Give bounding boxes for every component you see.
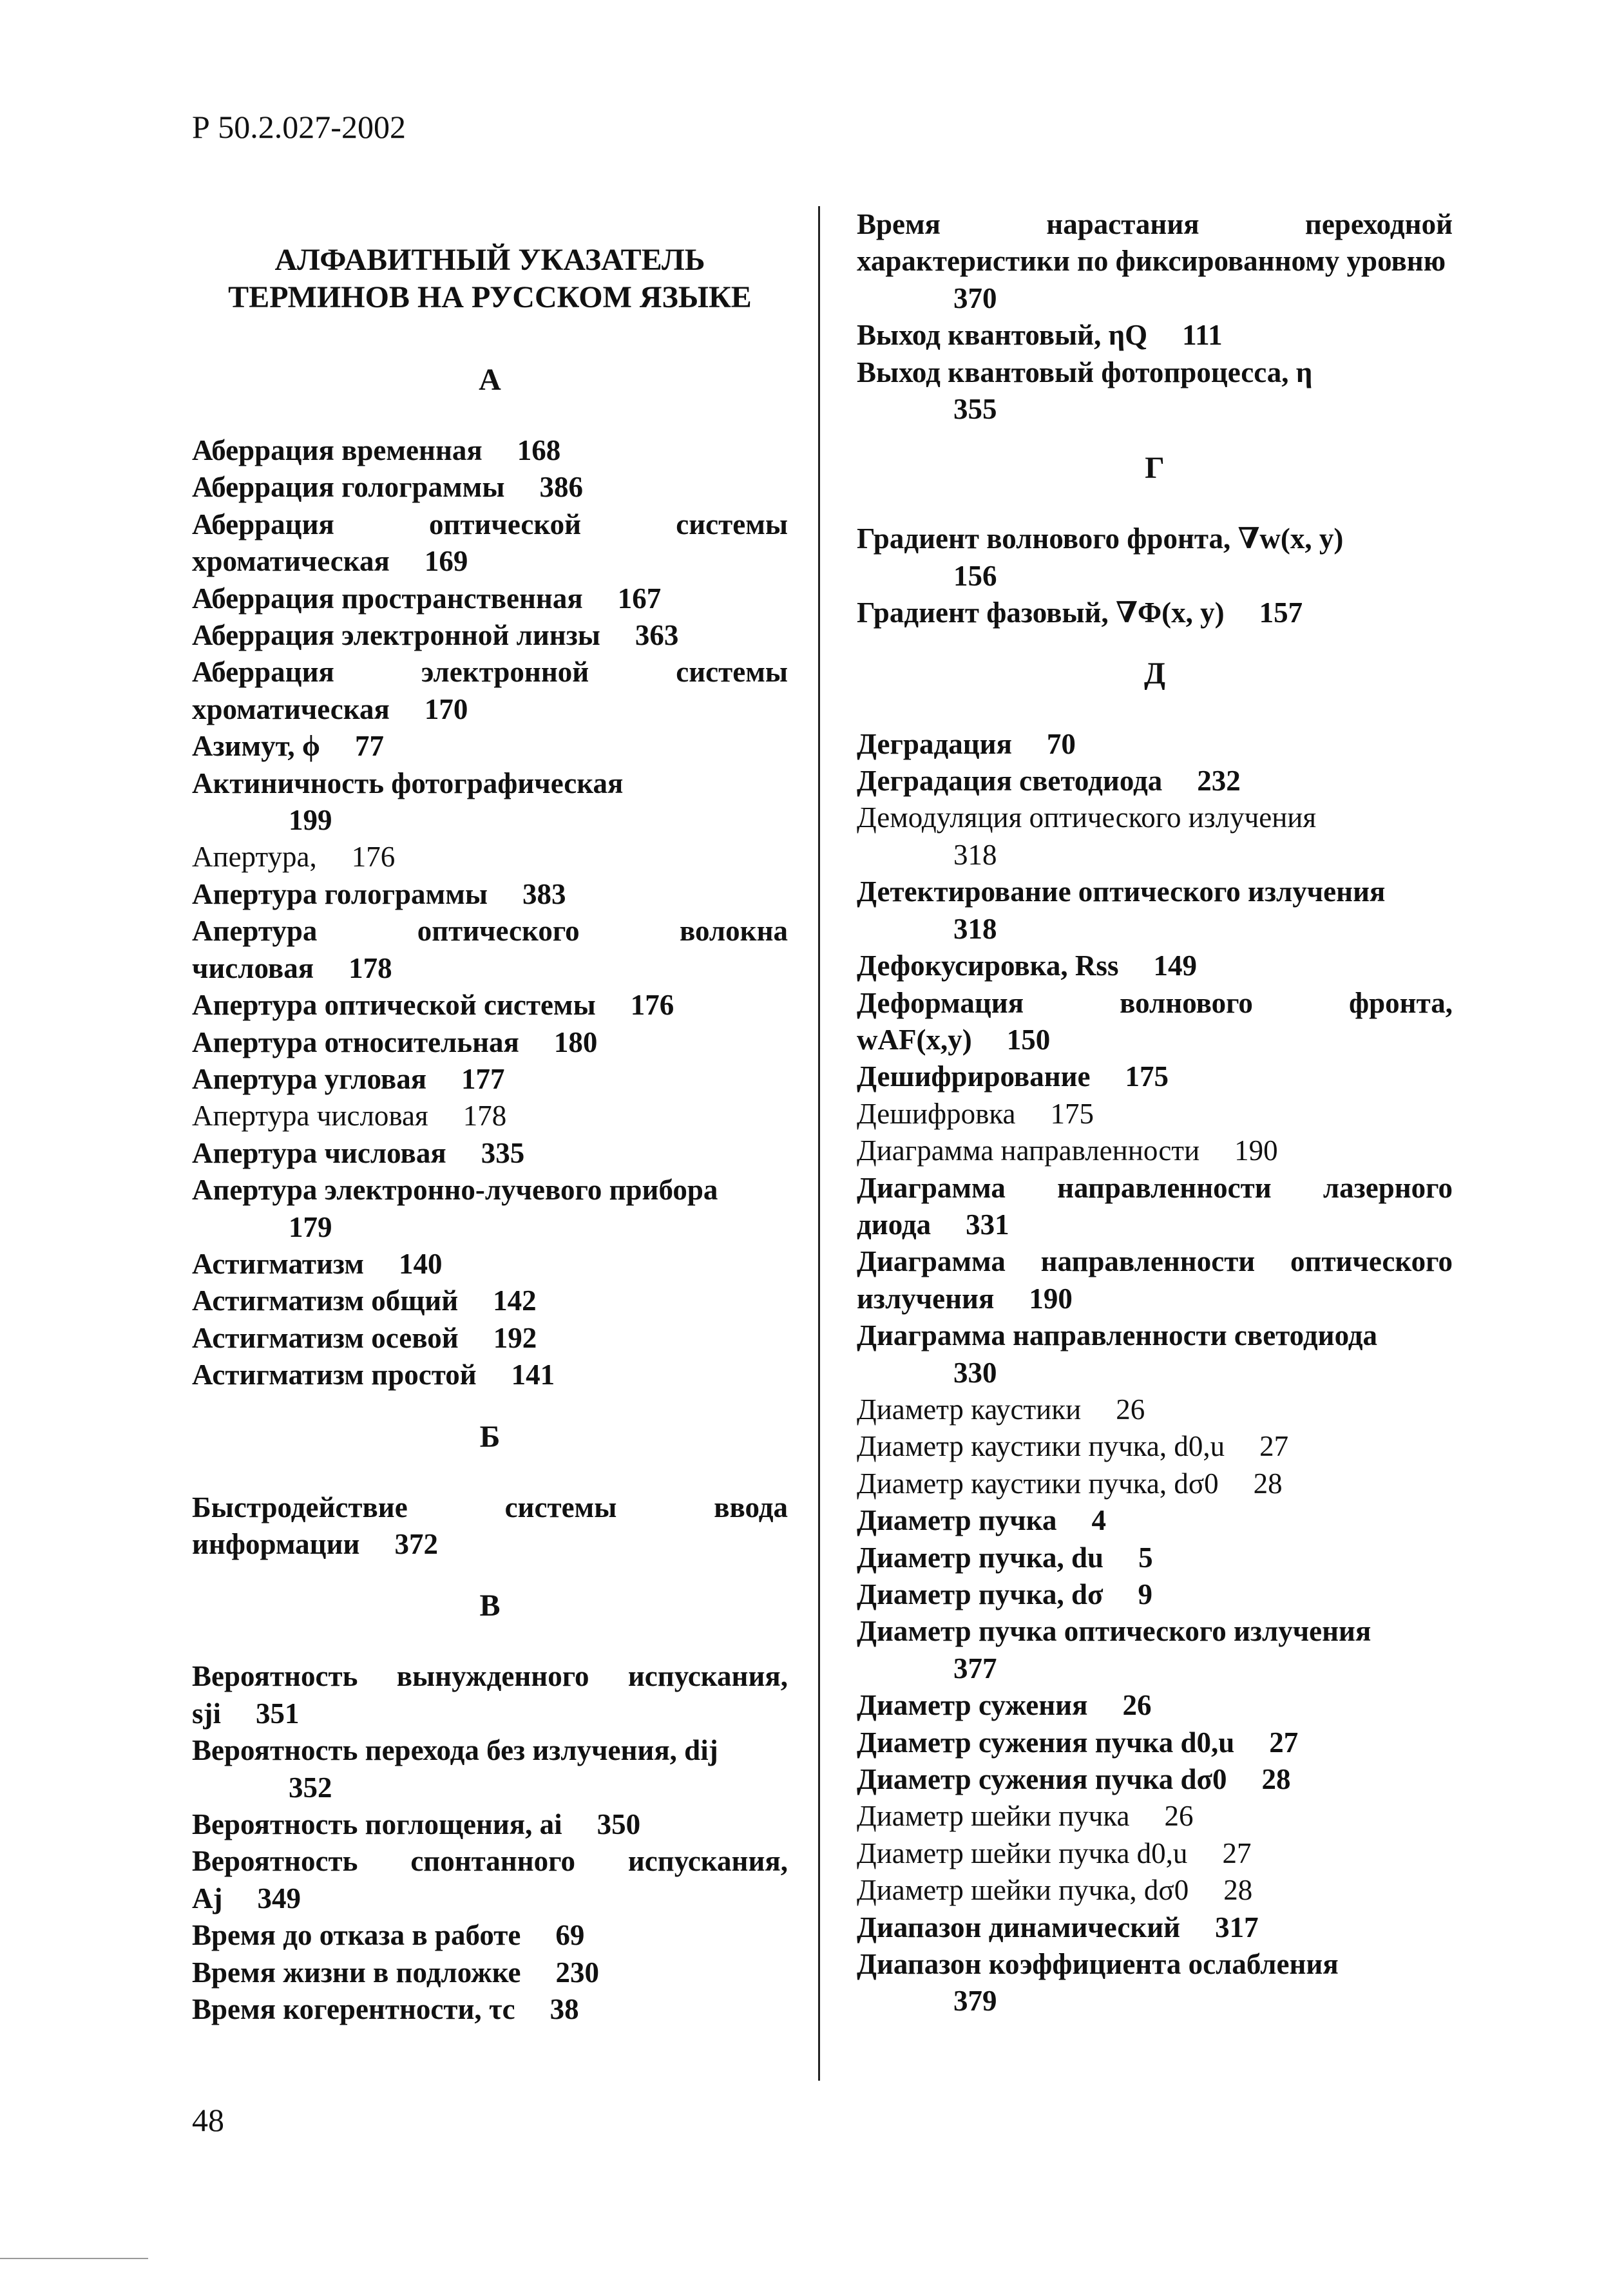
index-page-ref: 383 bbox=[522, 877, 566, 910]
index-term: Аберрация оптической системы хроматическая bbox=[192, 508, 788, 578]
index-term: Астигматизм осевой bbox=[192, 1321, 459, 1354]
index-term: Апертура оптической системы bbox=[192, 989, 596, 1022]
index-entry bbox=[857, 1835, 1453, 1872]
index-page-ref: 175 bbox=[1125, 1060, 1169, 1093]
right-column bbox=[857, 206, 1453, 2020]
index-term: Апертура оптического волокна числовая bbox=[192, 915, 788, 984]
index-term: Астигматизм bbox=[192, 1247, 365, 1280]
index-entry bbox=[857, 763, 1453, 799]
index-term: Детектирование оптического излучения bbox=[857, 875, 1386, 908]
index-entry bbox=[192, 1098, 788, 1134]
index-entry bbox=[857, 1502, 1453, 1539]
index-entry bbox=[192, 765, 788, 839]
index-page-ref: 177 bbox=[461, 1062, 505, 1095]
index-entry bbox=[857, 1798, 1453, 1835]
index-entry bbox=[192, 1843, 788, 1917]
index-term: Диаметр каустики пучка, d0,u bbox=[857, 1430, 1225, 1463]
index-page-ref: 355 bbox=[953, 393, 997, 426]
index-page-ref: 175 bbox=[1050, 1097, 1094, 1130]
index-entry bbox=[857, 1391, 1453, 1428]
index-term: Вероятность спонтанного испускания, Aj bbox=[192, 1845, 788, 1914]
index-page-ref: 190 bbox=[1234, 1134, 1278, 1167]
index-entry bbox=[192, 1917, 788, 1954]
index-page-ref: 349 bbox=[257, 1882, 301, 1914]
index-page-ref: 9 bbox=[1138, 1578, 1152, 1610]
index-page-ref: 111 bbox=[1182, 319, 1223, 352]
index-entry bbox=[192, 1024, 788, 1061]
index-page-ref: 27 bbox=[1222, 1837, 1252, 1869]
index-term: Градиент фазовый, ∇Φ(x, y) bbox=[857, 597, 1225, 629]
index-title-line-2: ТЕРМИНОВ НА РУССКОМ ЯЗЫКЕ bbox=[228, 280, 752, 314]
index-entry bbox=[192, 580, 788, 617]
index-entry bbox=[192, 469, 788, 506]
index-entry bbox=[857, 1576, 1453, 1613]
index-entry bbox=[192, 1806, 788, 1843]
index-term: Вероятность перехода без излучения, dij bbox=[192, 1734, 718, 1767]
index-entry bbox=[857, 354, 1453, 428]
index-page-ref: 77 bbox=[354, 730, 384, 763]
section-letter: А bbox=[479, 363, 501, 397]
index-term: Деградация bbox=[857, 727, 1012, 760]
index-term: Диаметр шейки пучка, dσ0 bbox=[857, 1874, 1189, 1907]
left-column bbox=[192, 206, 788, 2028]
index-entry bbox=[192, 432, 788, 469]
right-top-entries bbox=[857, 206, 1453, 428]
index-entry bbox=[857, 1540, 1453, 1576]
index-term: Вероятность вынужденного испускания, sji bbox=[192, 1660, 788, 1730]
index-term: Диаметр каустики пучка, dσ0 bbox=[857, 1467, 1219, 1500]
index-term: Время когерентности, τc bbox=[192, 1993, 515, 2026]
index-page-ref: 26 bbox=[1116, 1393, 1145, 1426]
index-entry bbox=[192, 1954, 788, 1991]
index-page-ref: 28 bbox=[1253, 1467, 1283, 1500]
index-term: Апертура угловая bbox=[192, 1062, 427, 1095]
section-letter: Г bbox=[1145, 451, 1165, 486]
index-page-ref: 142 bbox=[493, 1284, 537, 1317]
index-entry bbox=[192, 1061, 788, 1098]
index-term: Диаграмма направленности светодиода bbox=[857, 1319, 1378, 1352]
index-page-ref: 26 bbox=[1122, 1689, 1152, 1722]
index-term: Дешифровка bbox=[857, 1097, 1016, 1130]
index-page-ref: 150 bbox=[1006, 1023, 1051, 1056]
index-title bbox=[192, 242, 788, 316]
index-term: Диаметр шейки пучка bbox=[857, 1800, 1130, 1833]
index-page-ref: 157 bbox=[1259, 597, 1303, 629]
index-entry bbox=[192, 1732, 788, 1806]
index-page-ref: 318 bbox=[953, 912, 997, 945]
index-entry bbox=[857, 1058, 1453, 1095]
index-page-ref: 199 bbox=[289, 804, 332, 837]
index-entry bbox=[192, 1135, 788, 1172]
index-page-ref: 169 bbox=[424, 545, 468, 578]
index-entry bbox=[857, 726, 1453, 763]
index-entry bbox=[192, 913, 788, 987]
index-term: Дешифрирование bbox=[857, 1060, 1091, 1093]
index-term: Выход квантовый, ηQ bbox=[857, 319, 1148, 352]
index-page-ref: 372 bbox=[394, 1527, 438, 1560]
index-page-ref: 27 bbox=[1269, 1726, 1299, 1759]
index-entry bbox=[857, 1132, 1453, 1169]
index-page-ref: 335 bbox=[481, 1136, 525, 1169]
index-entry bbox=[857, 1761, 1453, 1798]
index-page-ref: 28 bbox=[1223, 1874, 1253, 1907]
index-page-ref: 141 bbox=[511, 1359, 555, 1391]
document-code: Р 50.2.027-2002 bbox=[192, 109, 406, 145]
index-page-ref: 156 bbox=[953, 559, 997, 592]
index-term: Апертура, bbox=[192, 841, 317, 873]
index-term: Диаграмма направленности лазерного диода bbox=[857, 1171, 1453, 1241]
index-entry bbox=[192, 1489, 788, 1563]
index-term: Демодуляция оптического излучения bbox=[857, 801, 1317, 834]
index-entry bbox=[192, 506, 788, 580]
index-term: Аберрация электронной системы хроматическая bbox=[192, 656, 788, 725]
index-page-ref: 149 bbox=[1153, 950, 1197, 982]
index-page-ref: 363 bbox=[635, 619, 679, 652]
index-term: Диаметр сужения пучка dσ0 bbox=[857, 1763, 1227, 1796]
index-page-ref: 192 bbox=[493, 1321, 537, 1354]
index-term: Время нарастания переходной характеристики по фиксированному уровню bbox=[857, 208, 1453, 278]
index-entry bbox=[857, 1428, 1453, 1465]
index-term: Апертура электронно-лучевого прибора bbox=[192, 1174, 718, 1207]
index-entry bbox=[192, 839, 788, 875]
index-entry bbox=[192, 876, 788, 913]
index-page-ref: 176 bbox=[351, 841, 396, 873]
index-page-ref: 26 bbox=[1164, 1800, 1194, 1833]
index-entry bbox=[857, 1465, 1453, 1502]
index-entry bbox=[857, 1946, 1453, 2020]
index-term: Аберрация временная bbox=[192, 434, 482, 466]
index-term: Время до отказа в работе bbox=[192, 1919, 521, 1952]
index-term: Аберрация пространственная bbox=[192, 582, 583, 615]
index-page-ref: 70 bbox=[1046, 727, 1076, 760]
index-term: Диапазон коэффициента ослабления bbox=[857, 1948, 1339, 1981]
index-entry bbox=[192, 1283, 788, 1319]
index-term: Дефокусировка, Rss bbox=[857, 950, 1119, 982]
index-page-ref: 168 bbox=[517, 434, 561, 466]
column-divider bbox=[818, 206, 820, 2081]
index-entry bbox=[857, 799, 1453, 873]
index-entry bbox=[192, 1320, 788, 1357]
index-page-ref: 38 bbox=[549, 1993, 579, 2026]
index-entry bbox=[857, 1613, 1453, 1687]
index-entry bbox=[857, 1872, 1453, 1909]
index-term: Вероятность поглощения, ai bbox=[192, 1808, 562, 1840]
index-page-ref: 28 bbox=[1261, 1763, 1291, 1796]
index-entry bbox=[192, 1246, 788, 1283]
index-entry bbox=[192, 1991, 788, 2028]
left-sections bbox=[192, 361, 788, 2028]
index-term: Аберрация электронной линзы bbox=[192, 619, 600, 652]
index-page-ref: 352 bbox=[289, 1771, 332, 1804]
index-page-ref: 178 bbox=[463, 1100, 507, 1132]
index-term: Быстродействие системы ввода информации bbox=[192, 1491, 788, 1560]
index-page-ref: 377 bbox=[953, 1652, 997, 1685]
right-sections bbox=[857, 450, 1453, 2019]
index-term: Деградация светодиода bbox=[857, 765, 1163, 797]
index-page-ref: 69 bbox=[555, 1919, 585, 1952]
index-page-ref: 140 bbox=[399, 1247, 443, 1280]
index-entry bbox=[857, 595, 1453, 631]
index-page-ref: 351 bbox=[256, 1697, 300, 1730]
index-page-ref: 331 bbox=[966, 1208, 1009, 1241]
index-page-ref: 167 bbox=[617, 582, 662, 615]
index-term: Диаметр пучка, du bbox=[857, 1541, 1104, 1574]
index-term: Время жизни в подложке bbox=[192, 1956, 521, 1989]
index-page-ref: 317 bbox=[1215, 1911, 1259, 1943]
index-term: Апертура числовая bbox=[192, 1100, 428, 1132]
index-term: Диаметр пучка bbox=[857, 1504, 1057, 1537]
index-page-ref: 330 bbox=[953, 1356, 997, 1389]
index-entry bbox=[192, 654, 788, 728]
index-entry bbox=[857, 1096, 1453, 1132]
section-letter: Б bbox=[479, 1419, 501, 1454]
index-entry bbox=[192, 728, 788, 765]
index-term: Диаметр пучка оптического излучения bbox=[857, 1615, 1371, 1648]
index-term: Диаметр пучка, dσ bbox=[857, 1578, 1103, 1610]
index-term: Диаметр шейки пучка d0,u bbox=[857, 1837, 1188, 1869]
index-entry bbox=[192, 617, 788, 654]
index-entry bbox=[857, 1170, 1453, 1244]
index-entry bbox=[857, 1317, 1453, 1391]
index-term: Диаметр сужения пучка d0,u bbox=[857, 1726, 1235, 1759]
index-entry bbox=[192, 1172, 788, 1246]
index-term: Деформация волнового фронта, wAF(x,y) bbox=[857, 986, 1453, 1056]
index-entry bbox=[857, 206, 1453, 317]
index-term: Апертура относительная bbox=[192, 1026, 519, 1058]
index-page-ref: 379 bbox=[953, 1985, 997, 2018]
index-entry bbox=[857, 1909, 1453, 1946]
index-entry bbox=[857, 1687, 1453, 1724]
index-page-ref: 318 bbox=[953, 838, 997, 871]
index-page-ref: 170 bbox=[424, 692, 468, 725]
page-number: 48 bbox=[192, 2102, 224, 2138]
index-term: Астигматизм простой bbox=[192, 1359, 477, 1391]
index-term: Апертура числовая bbox=[192, 1136, 446, 1169]
index-entry bbox=[857, 1243, 1453, 1317]
index-term: Выход квантовый фотопроцесса, η bbox=[857, 356, 1313, 388]
section-letter: В bbox=[479, 1589, 501, 1623]
index-entry bbox=[857, 1724, 1453, 1761]
index-term: Азимут, ϕ bbox=[192, 730, 320, 763]
index-entry bbox=[857, 985, 1453, 1059]
index-page-ref: 27 bbox=[1259, 1430, 1289, 1463]
index-title-line-1: АЛФАВИТНЫЙ УКАЗАТЕЛЬ bbox=[274, 243, 705, 277]
index-page-ref: 180 bbox=[553, 1026, 598, 1058]
index-page-ref: 5 bbox=[1138, 1541, 1153, 1574]
index-term: Диаметр каустики bbox=[857, 1393, 1082, 1426]
index-page-ref: 190 bbox=[1029, 1282, 1073, 1315]
index-page-ref: 179 bbox=[289, 1210, 332, 1243]
index-page-ref: 370 bbox=[953, 282, 997, 314]
index-term: Диаграмма направленности оптического излучения bbox=[857, 1245, 1453, 1315]
index-page-ref: 176 bbox=[630, 989, 674, 1022]
index-page-ref: 386 bbox=[539, 471, 583, 504]
index-page-ref: 350 bbox=[597, 1808, 641, 1840]
index-entry bbox=[857, 948, 1453, 984]
section-letter: Д bbox=[1143, 656, 1166, 691]
index-entry bbox=[192, 1357, 788, 1393]
index-term: Апертура голограммы bbox=[192, 877, 488, 910]
index-page-ref: 178 bbox=[349, 951, 392, 984]
index-entry bbox=[192, 1658, 788, 1732]
index-page-ref: 232 bbox=[1197, 765, 1241, 797]
index-term: Актиничность фотографическая bbox=[192, 767, 624, 799]
index-entry bbox=[192, 987, 788, 1024]
index-term: Астигматизм общий bbox=[192, 1284, 459, 1317]
index-term: Диаграмма направленности bbox=[857, 1134, 1200, 1167]
index-entry bbox=[857, 873, 1453, 948]
index-term: Аберрация голограммы bbox=[192, 471, 505, 504]
index-page-ref: 230 bbox=[555, 1956, 599, 1989]
index-term: Диаметр сужения bbox=[857, 1689, 1088, 1722]
index-entry bbox=[857, 520, 1453, 595]
index-entry bbox=[857, 317, 1453, 354]
index-term: Градиент волнового фронта, ∇w(x, y) bbox=[857, 522, 1344, 555]
index-page-ref: 4 bbox=[1091, 1504, 1106, 1537]
index-term: Диапазон динамический bbox=[857, 1911, 1181, 1943]
footer-rule bbox=[0, 2258, 148, 2259]
